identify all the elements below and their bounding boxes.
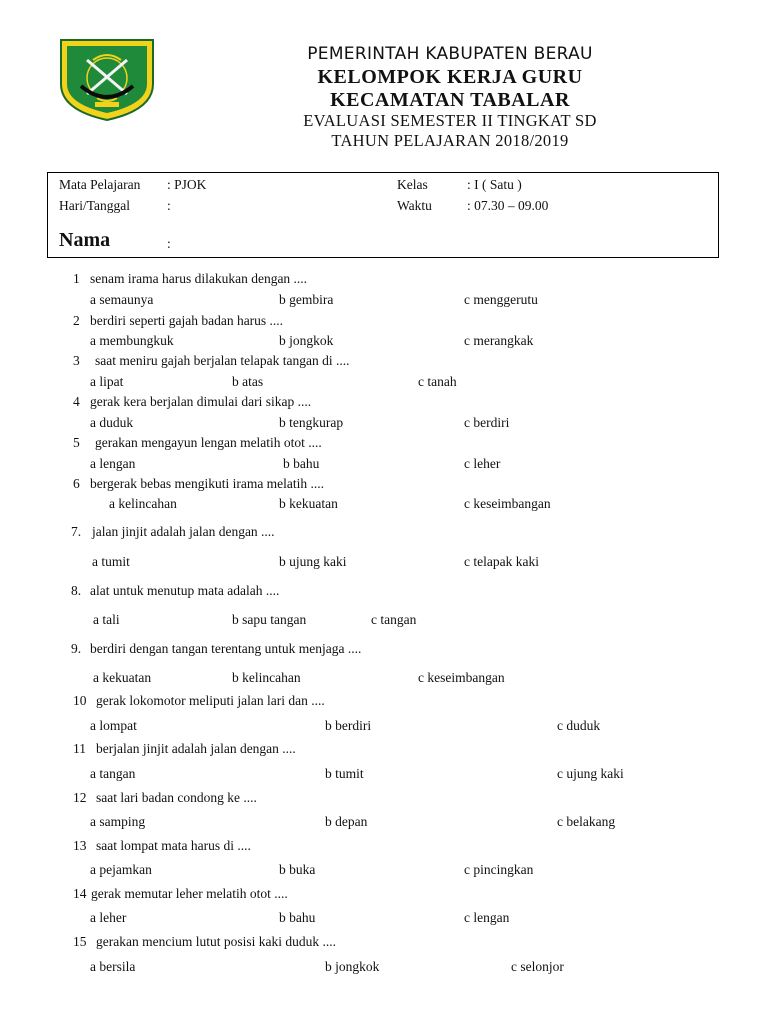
question-text: saat lompat mata harus di ....	[96, 838, 251, 853]
question-number: 7.	[71, 524, 82, 539]
option-c: c leher	[464, 456, 501, 471]
berau-regency-emblem-icon	[57, 38, 157, 122]
question-number: 9.	[71, 641, 82, 656]
option-a: a pejamkan	[90, 862, 152, 877]
question-number: 15	[73, 934, 87, 949]
option-c: c merangkak	[464, 333, 534, 348]
day-date-value: :	[167, 198, 171, 213]
option-a: a semaunya	[90, 292, 154, 307]
option-c: c selonjor	[511, 959, 564, 974]
option-c: c duduk	[557, 718, 601, 733]
question-number: 4	[73, 394, 80, 409]
option-b: b sapu tangan	[232, 612, 307, 627]
class-label: Kelas	[397, 177, 428, 192]
option-c: c tanah	[418, 374, 457, 389]
option-c: c keseimbangan	[418, 670, 505, 685]
option-a: a lengan	[90, 456, 136, 471]
header-exam-title: EVALUASI SEMESTER II TINGKAT SD	[303, 111, 597, 130]
option-a: a tumit	[92, 554, 130, 569]
header-government: PEMERINTAH KABUPATEN BERAU	[307, 44, 593, 64]
question-number: 13	[73, 838, 87, 853]
question-text: berdiri dengan tangan terentang untuk menjaga ....	[90, 641, 362, 656]
option-a: a lompat	[90, 718, 137, 733]
question-text: berdiri seperti gajah badan harus ....	[90, 313, 284, 328]
class-value: : I ( Satu )	[467, 177, 522, 192]
question-number: 8.	[71, 583, 82, 598]
option-c: c tangan	[371, 612, 417, 627]
option-a: a lipat	[90, 374, 124, 389]
question-number: 12	[73, 790, 87, 805]
option-b: b depan	[325, 814, 368, 829]
option-b: b tengkurap	[279, 415, 344, 430]
question-text: alat untuk menutup mata adalah ....	[90, 583, 280, 598]
question-number: 3	[73, 353, 80, 368]
option-c: c telapak kaki	[464, 554, 539, 569]
question-number: 10	[73, 693, 87, 708]
question-text: saat meniru gajah berjalan telapak tangan di ....	[95, 353, 350, 368]
option-c: c pincingkan	[464, 862, 534, 877]
option-b: b jongkok	[279, 333, 334, 348]
option-b: b tumit	[325, 766, 364, 781]
option-b: b jongkok	[325, 959, 380, 974]
option-b: b berdiri	[325, 718, 372, 733]
option-b: b gembira	[279, 292, 334, 307]
option-a: a membungkuk	[90, 333, 174, 348]
question-number: 11	[73, 741, 86, 756]
time-label: Waktu	[397, 198, 432, 213]
option-b: b ujung kaki	[279, 554, 347, 569]
question-number: 6	[73, 476, 80, 491]
option-b: b kelincahan	[232, 670, 301, 685]
question-text: berjalan jinjit adalah jalan dengan ....	[96, 741, 296, 756]
option-b: b kekuatan	[279, 496, 338, 511]
name-label: Nama	[59, 229, 111, 251]
question-text: gerak memutar leher melatih otot ....	[91, 886, 288, 901]
question-number: 14	[73, 886, 87, 901]
option-b: b bahu	[279, 910, 316, 925]
question-text: jalan jinjit adalah jalan dengan ....	[92, 524, 275, 539]
option-a: a duduk	[90, 415, 134, 430]
header-district: KECAMATAN TABALAR	[330, 89, 570, 111]
option-c: c menggerutu	[464, 292, 538, 307]
question-number: 1	[73, 271, 80, 286]
question-text: saat lari badan condong ke ....	[96, 790, 257, 805]
question-number: 5	[73, 435, 80, 450]
option-c: c lengan	[464, 910, 510, 925]
question-text: gerak lokomotor meliputi jalan lari dan ....	[96, 693, 325, 708]
day-date-label: Hari/Tanggal	[59, 198, 131, 213]
option-a: a kekuatan	[93, 670, 152, 685]
option-a: a bersila	[90, 959, 136, 974]
time-value: : 07.30 – 09.00	[467, 198, 549, 213]
option-b: b bahu	[283, 456, 320, 471]
option-c: c belakang	[557, 814, 616, 829]
question-text: gerakan mengayun lengan melatih otot ....	[95, 435, 322, 450]
question-text: bergerak bebas mengikuti irama melatih ....	[90, 476, 325, 491]
option-a: a leher	[90, 910, 127, 925]
subject-value: : PJOK	[167, 177, 207, 192]
question-text: senam irama harus dilakukan dengan ....	[90, 271, 308, 286]
question-number: 2	[73, 313, 80, 328]
question-text: gerak kera berjalan dimulai dari sikap ....	[90, 394, 312, 409]
option-c: c keseimbangan	[464, 496, 551, 511]
option-a: a kelincahan	[109, 496, 177, 511]
option-a: a tangan	[90, 766, 136, 781]
option-c: c berdiri	[464, 415, 510, 430]
option-b: b atas	[232, 374, 264, 389]
option-b: b buka	[279, 862, 316, 877]
option-c: c ujung kaki	[557, 766, 624, 781]
header-school-year: TAHUN PELAJARAN 2018/2019	[331, 131, 569, 150]
header-kkg: KELOMPOK KERJA GURU	[317, 66, 583, 88]
student-info-box	[47, 172, 719, 258]
option-a: a samping	[90, 814, 146, 829]
subject-label: Mata Pelajaran	[59, 177, 141, 192]
option-a: a tali	[93, 612, 120, 627]
question-text: gerakan mencium lutut posisi kaki duduk ....	[96, 934, 336, 949]
name-value: :	[167, 236, 171, 251]
